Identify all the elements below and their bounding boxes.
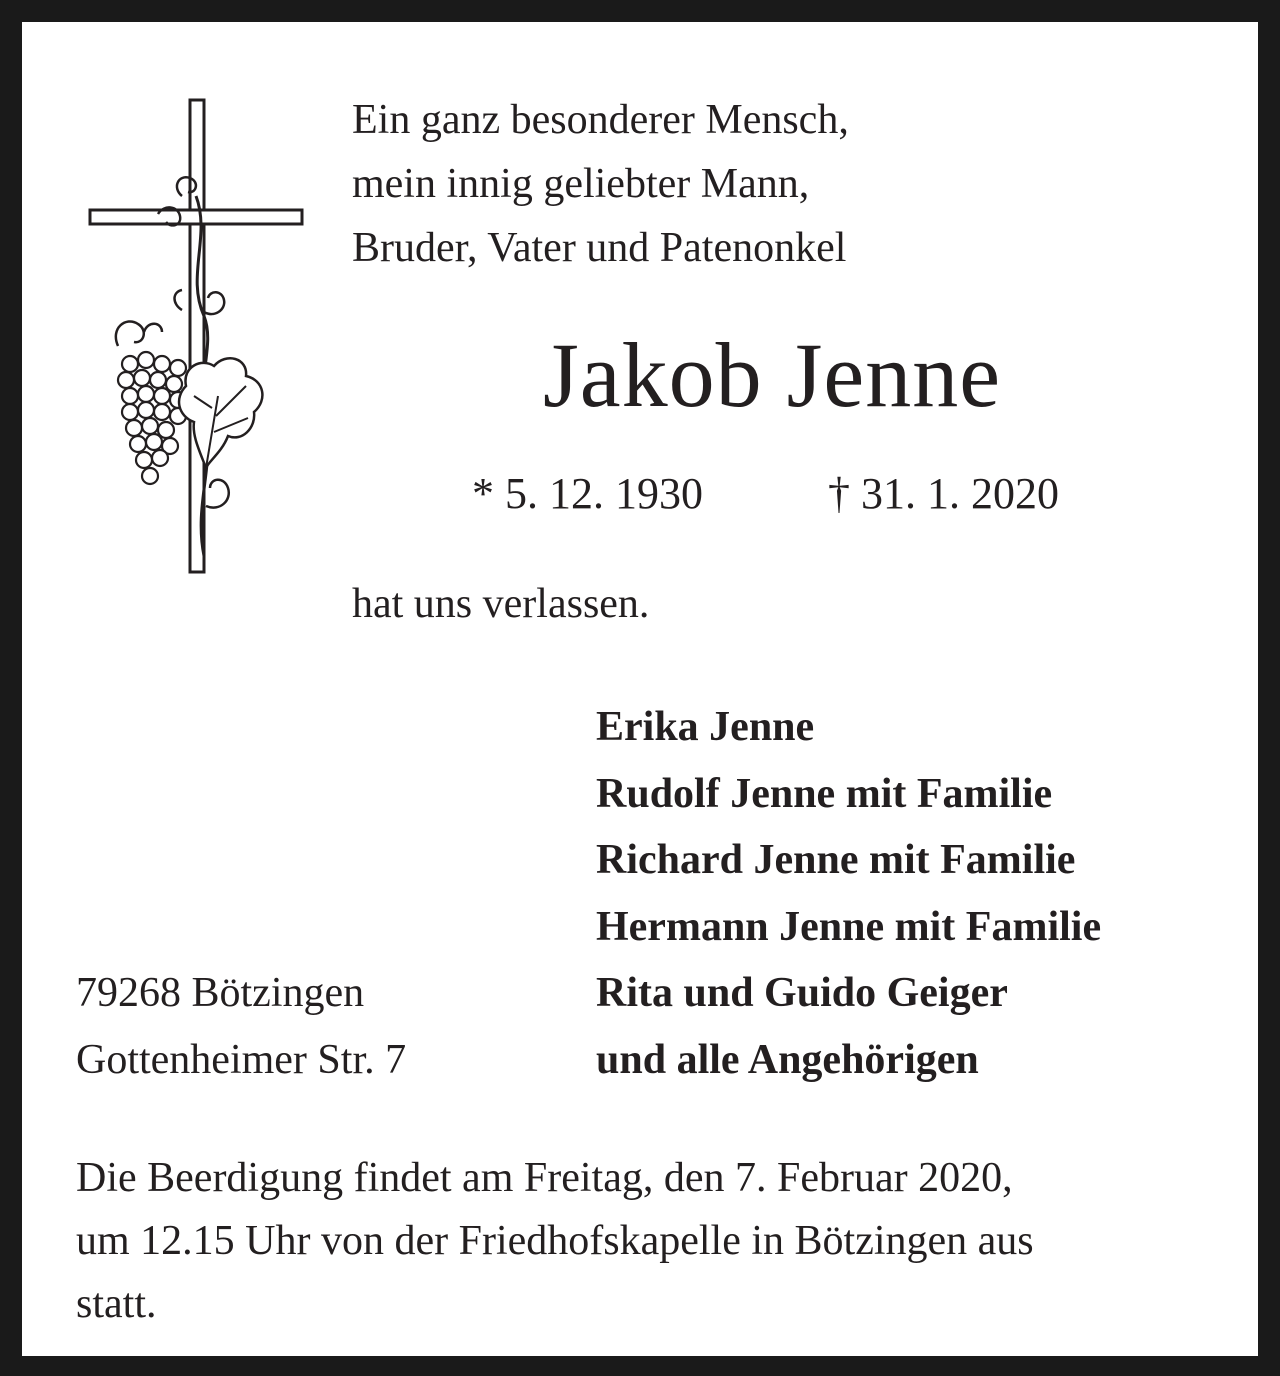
mourner-name: Richard Jenne mit Familie [596,837,1076,883]
funeral-notice [76,1147,1206,1336]
birth-date: * 5. 12. 1930 [472,469,703,518]
obituary-notice [22,22,1258,1356]
intro-text [352,88,849,280]
funeral-line: statt. [76,1281,157,1327]
address-block [76,960,406,1093]
funeral-line: um 12.15 Uhr von der Friedhofskapelle in Bötzingen aus [76,1218,1034,1264]
deceased-name: Jakob Jenne [542,324,1002,426]
address-city: 79268 Bötzingen [76,970,365,1016]
mourner-name: und alle Angehörigen [596,1036,979,1083]
left-us-text: hat uns verlassen. [352,581,650,627]
mourner-name: Hermann Jenne mit Familie [596,903,1102,950]
death-date: † 31. 1. 2020 [828,469,1059,518]
intro-line: Bruder, Vater und Patenonkel [352,225,847,271]
intro-line: Ein ganz besonderer Mensch, [352,97,849,143]
mourners-list [596,694,1101,1093]
address-street: Gottenheimer Str. 7 [76,1036,407,1083]
mourner-name: Erika Jenne [596,704,815,750]
mourner-name: Rudolf Jenne mit Familie [596,770,1053,817]
mourner-name: Rita und Guido Geiger [596,970,1008,1016]
funeral-line: Die Beerdigung findet am Freitag, den 7. Februar 2020, [76,1155,1013,1201]
intro-line: mein innig geliebter Mann, [352,161,810,207]
